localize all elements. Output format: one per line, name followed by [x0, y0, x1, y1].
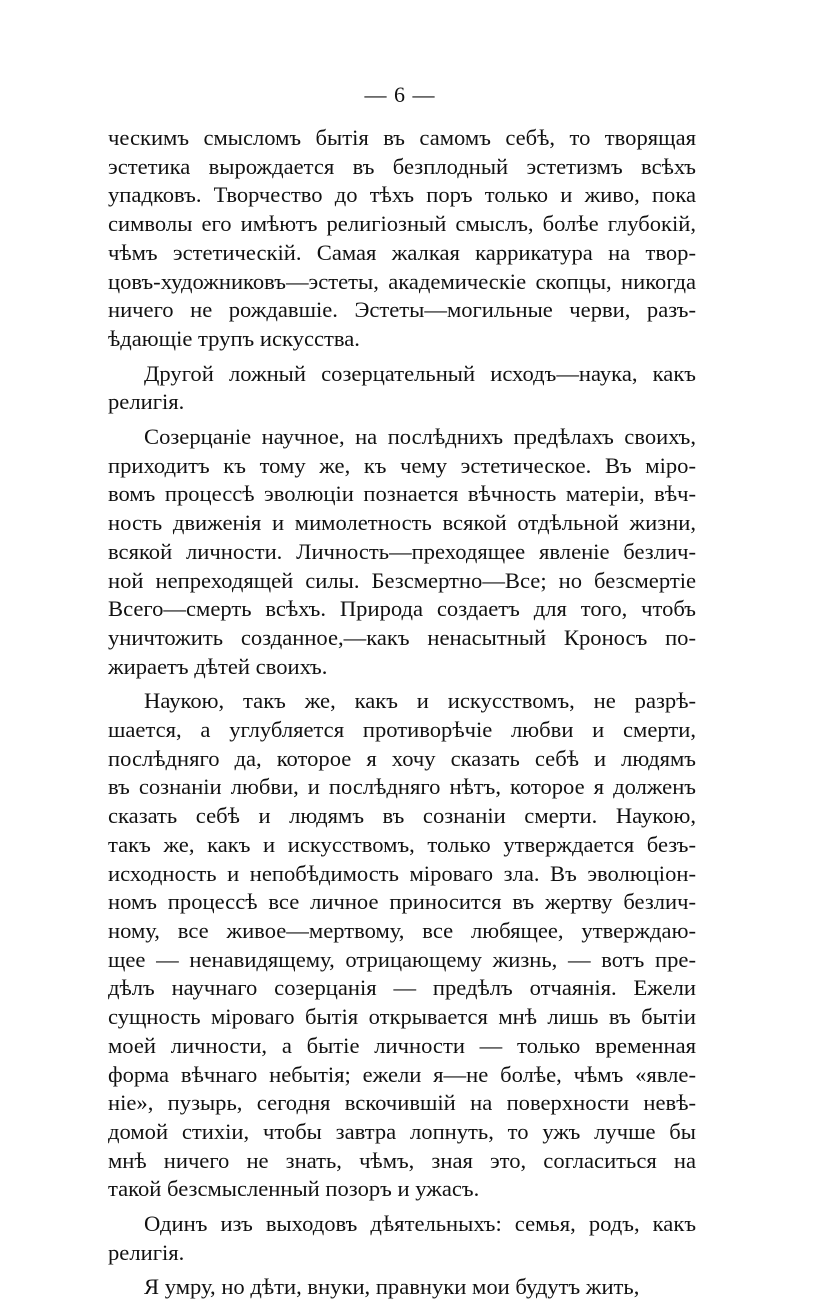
- text-line: исходность и непобѣдимость міроваго зла. Въ эволюціон-: [108, 860, 696, 886]
- text-line: форма вѣчнаго небытія; ежели я—не болѣе, чѣмъ «явле-: [108, 1061, 696, 1087]
- text-line: чѣмъ эстетическій. Самая жалкая каррикатура на твор-: [108, 239, 696, 265]
- text-line: ность движенія и мимолетность всякой отдѣльной жизни,: [108, 510, 696, 536]
- text-line: Наукою, такъ же, какъ и искусствомъ, не разрѣ-: [144, 688, 696, 714]
- text-line: въ сознаніи любви, и послѣдняго нѣтъ, которое я долженъ: [108, 774, 696, 800]
- text-line: послѣдняго да, которое я хочу сказать себѣ и людямъ: [108, 745, 696, 771]
- text-line: такой безсмысленный позоръ и ужасъ.: [108, 1176, 480, 1202]
- text-line: ничего не рождавшіе. Эстеты—могильные черви, разъ-: [108, 297, 696, 323]
- text-line: эстетика вырождается въ безплодный эстетизмъ всѣхъ: [108, 153, 696, 179]
- text-line: ной непреходящей силы. Безсмертно—Все; но безсмертіе: [108, 567, 696, 593]
- text-line: сущность міроваго бытія открывается мнѣ лишь въ бытіи: [108, 1004, 696, 1030]
- text-line: шается, а углубляется противорѣчіе любви и смерти,: [108, 717, 696, 743]
- text-line: вомъ процессѣ эволюціи познается вѣчность матеріи, вѣч-: [108, 481, 696, 507]
- text-line: Я умру, но дѣти, внуки, правнуки мои будутъ жить,: [144, 1274, 640, 1300]
- text-line: Созерцаніе научное, на послѣднихъ предѣлахъ своихъ,: [144, 424, 696, 450]
- paragraph: [108, 687, 696, 1204]
- paragraph: [108, 1210, 696, 1267]
- paragraph: [108, 360, 696, 417]
- body-text: [108, 124, 696, 1302]
- text-line: домой стихіи, чтобы завтра лопнуть, то ужъ лучше бы: [108, 1118, 696, 1144]
- text-line: религія.: [108, 1239, 185, 1265]
- text-line: религія.: [108, 389, 185, 415]
- text-line: цовъ-художниковъ—эстеты, академическіе скопцы, никогда: [108, 268, 696, 294]
- paragraph: [108, 1273, 696, 1302]
- text-line: мнѣ ничего не знать, чѣмъ, зная это, согласиться на: [108, 1147, 696, 1173]
- paragraph: [108, 423, 696, 681]
- text-line: приходитъ къ тому же, къ чему эстетическое. Въ міро-: [108, 452, 696, 478]
- text-line: упадковъ. Творчество до тѣхъ поръ только и живо, пока: [108, 182, 696, 208]
- text-line: номъ процессѣ все личное приносится въ жертву безлич-: [108, 889, 696, 915]
- text-line: ному, все живое—мертвому, все любящее, утверждаю-: [108, 917, 696, 943]
- page-number: — 6 —: [364, 82, 436, 107]
- text-line: Другой ложный созерцательный исходъ—наука, какъ: [144, 360, 696, 386]
- text-line: Всего—смерть всѣхъ. Природа создаетъ для того, чтобъ: [108, 596, 696, 622]
- paragraph: [108, 124, 696, 354]
- text-line: ніе», пузырь, сегодня вскочившій на поверхности невѣ-: [108, 1090, 696, 1116]
- text-line: ческимъ смысломъ бытія въ самомъ себѣ, то творящая: [108, 125, 696, 150]
- text-line: сказать себѣ и людямъ въ сознаніи смерти. Наукою,: [108, 803, 696, 829]
- text-line: жираетъ дѣтей своихъ.: [108, 653, 328, 679]
- text-line: ѣдающіе трупъ искусства.: [108, 325, 360, 351]
- text-line: всякой личности. Личность—преходящее явленіе безлич-: [108, 538, 696, 564]
- text-line: символы его имѣютъ религіозный смыслъ, болѣе глубокій,: [108, 211, 696, 237]
- text-line: щее — ненавидящему, отрицающему жизнь, — вотъ пре-: [108, 946, 696, 972]
- text-line: моей личности, а бытіе личности — только временная: [108, 1032, 696, 1058]
- text-line: дѣлъ научнаго созерцанія — предѣлъ отчаянія. Ежели: [108, 975, 696, 1001]
- text-line: уничтожить созданное,—какъ ненасытный Кроносъ по-: [108, 624, 696, 650]
- text-line: такъ же, какъ и искусствомъ, только утверждается безъ-: [108, 831, 696, 857]
- text-line: Одинъ изъ выходовъ дѣятельныхъ: семья, родъ, какъ: [144, 1211, 696, 1237]
